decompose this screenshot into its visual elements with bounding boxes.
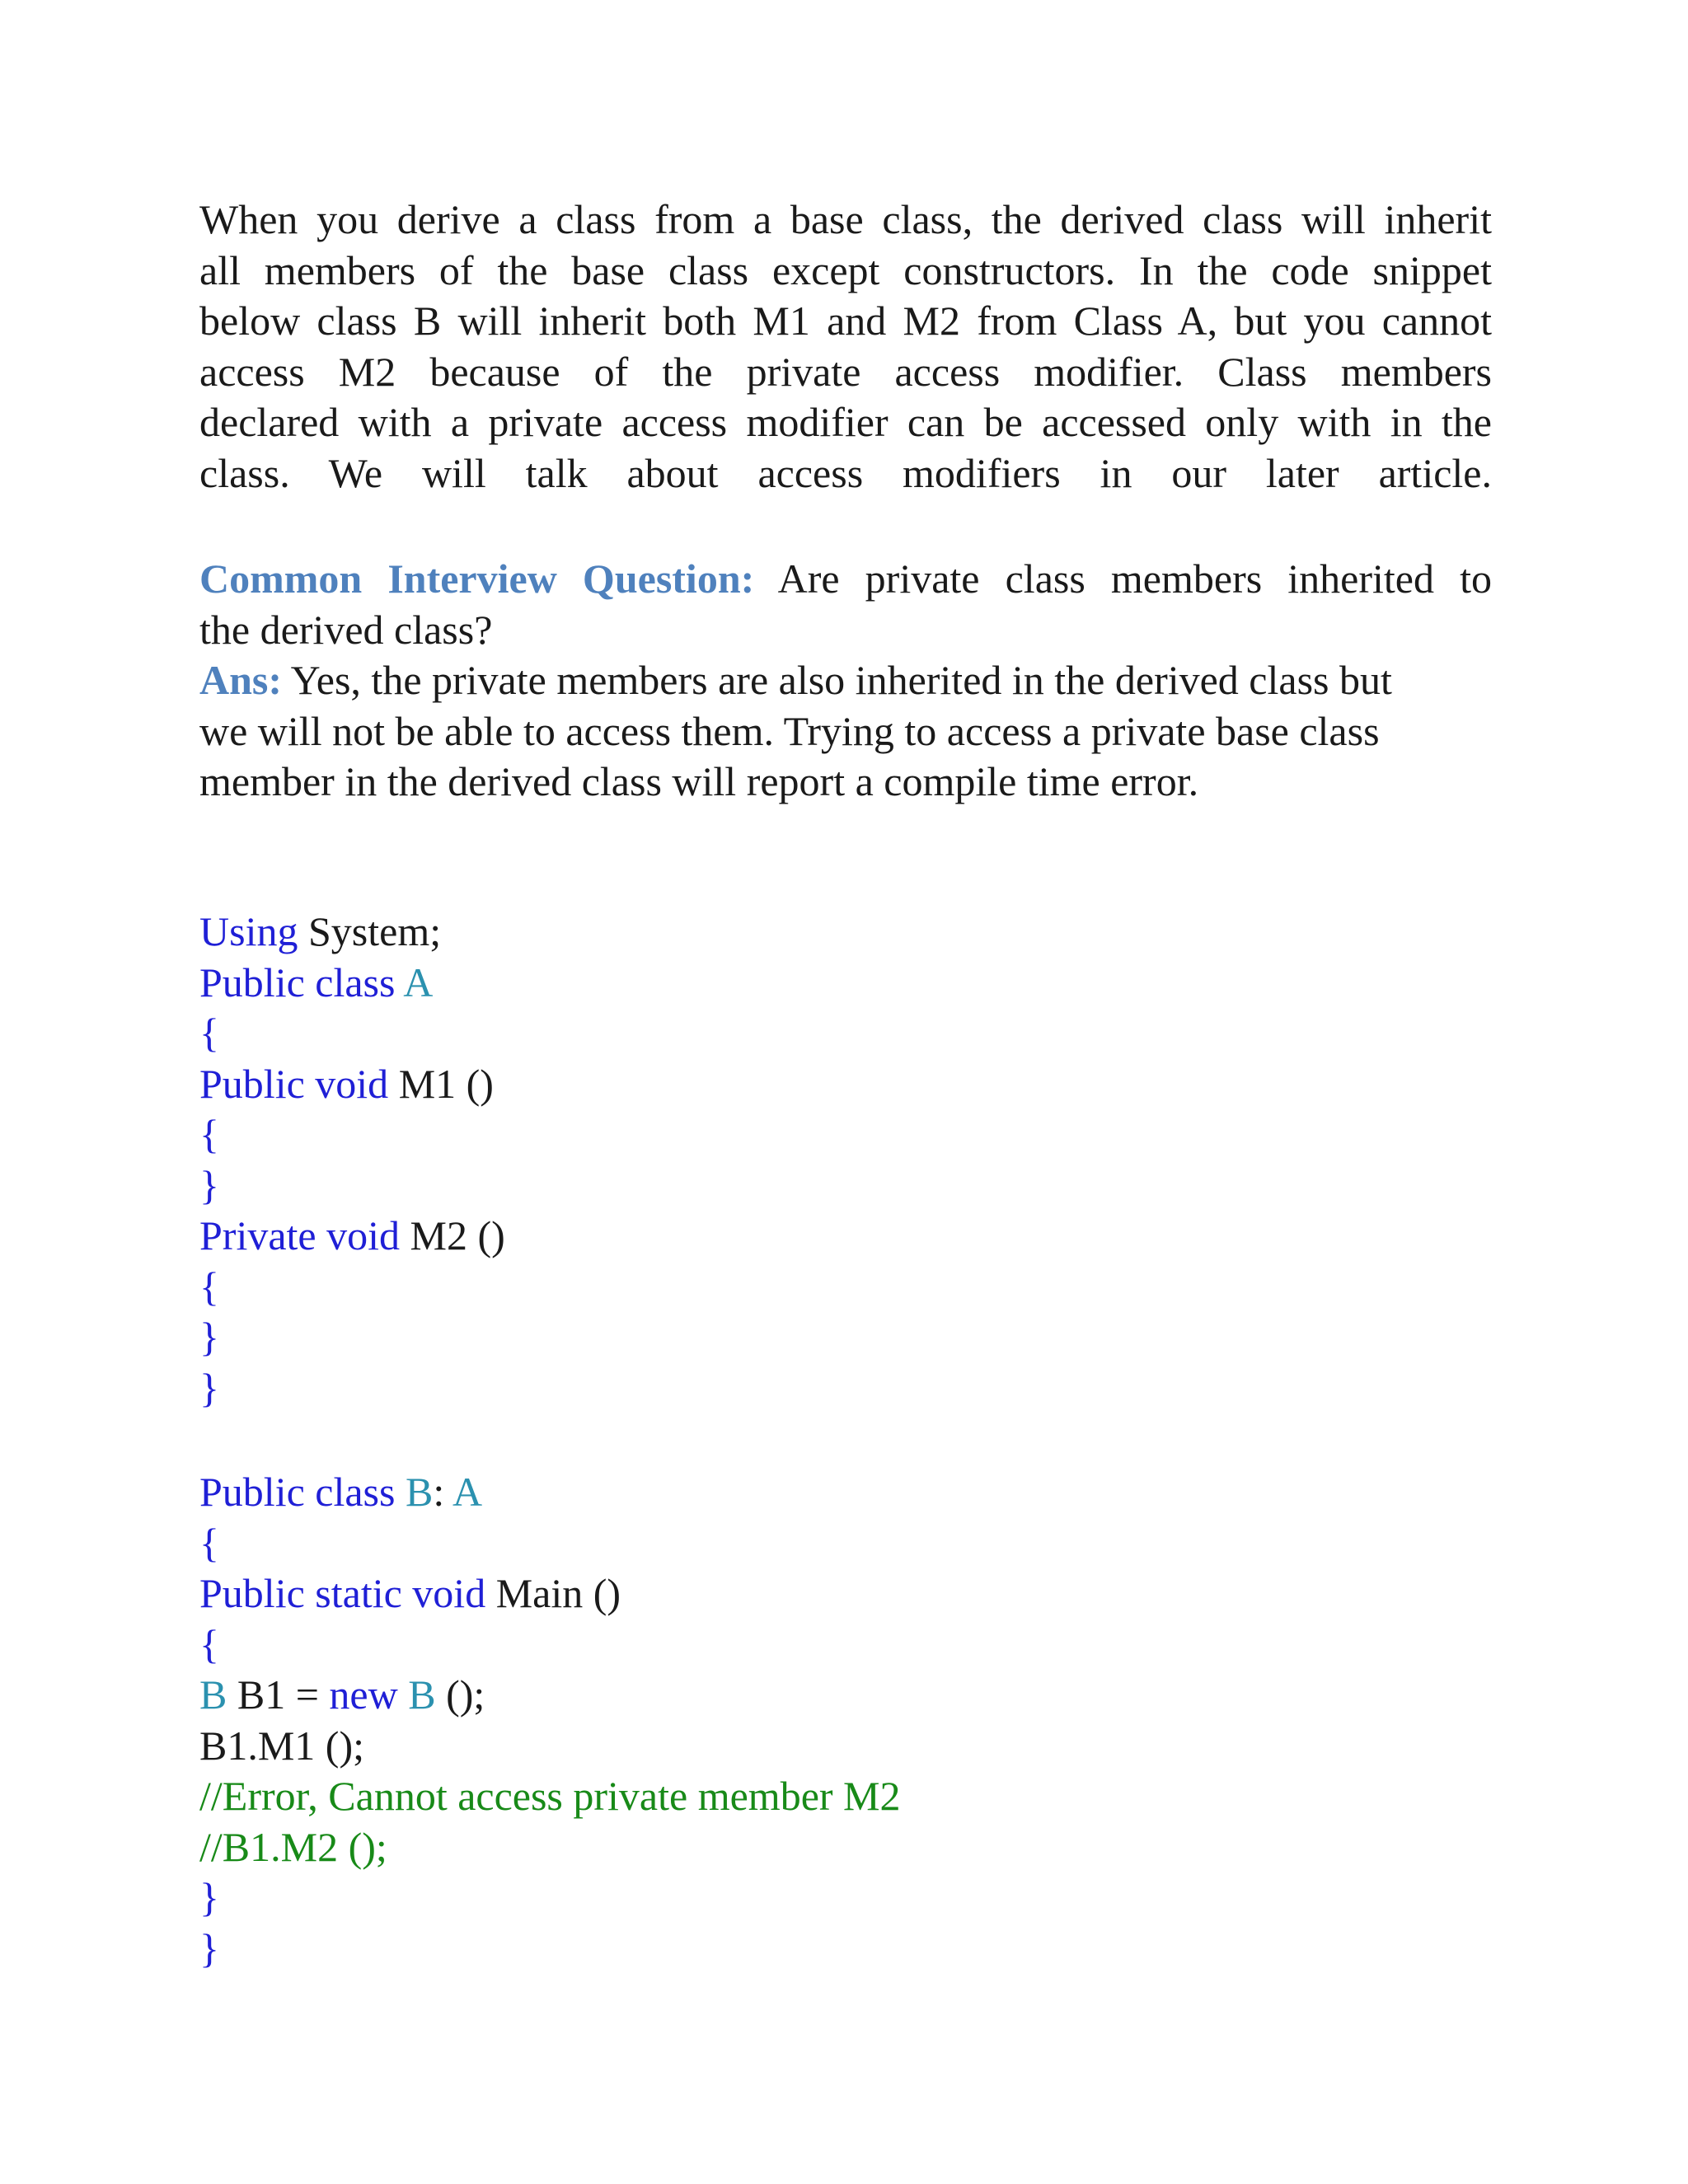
code-type-name: A <box>395 958 434 1005</box>
question-line-1 <box>199 554 1492 605</box>
code-brace: { <box>199 1111 219 1157</box>
answer-label: Ans: <box>199 657 283 703</box>
code-line <box>199 1670 901 1721</box>
intro-line: access M2 because of the private access modifier. Class members <box>199 348 1492 395</box>
intro-line: below class B will inherit both M1 and M2 from Class A, but you cannot <box>199 298 1492 344</box>
code-brace: { <box>199 1620 219 1667</box>
answer-text: Yes, the private members are also inherited in the derived class but <box>282 657 1392 703</box>
code-block-class-b <box>199 1467 901 1974</box>
code-brace: } <box>199 1314 219 1360</box>
code-keyword: Public class <box>199 1469 396 1515</box>
code-brace: { <box>199 1263 219 1310</box>
intro-line: When you derive a class from a base class, the derived class will inherit <box>199 196 1492 242</box>
code-brace: } <box>199 1364 219 1411</box>
interview-question <box>199 554 1492 655</box>
code-line: B1.M1 (); <box>199 1722 364 1769</box>
question-line-2: the derived class? <box>199 606 493 653</box>
intro-line: class. We will talk about access modifiers in our later article. <box>199 449 1492 496</box>
answer-line-3: member in the derived class will report a compile time error. <box>199 758 1199 804</box>
answer <box>199 655 1492 808</box>
code-brace: { <box>199 1519 219 1566</box>
code-comment: //Error, Cannot access private member M2 <box>199 1773 901 1819</box>
code-brace: } <box>199 1924 219 1971</box>
question-label: Common Interview Question: <box>199 555 755 602</box>
code-text: M1 () <box>388 1060 494 1107</box>
code-line <box>199 907 505 958</box>
intro-line: declared with a private access modifier can be accessed only with in the <box>199 399 1492 445</box>
code-text: B1 = <box>227 1671 330 1718</box>
code-keyword: Public class <box>199 958 396 1005</box>
answer-line-2: we will not be able to access them. Trying to access a private base class <box>199 707 1380 754</box>
code-type-name: B <box>397 1671 436 1718</box>
code-text: (); <box>435 1671 485 1718</box>
code-block-class-a <box>199 907 505 1413</box>
code-line <box>199 958 505 1009</box>
code-text: System; <box>298 908 442 954</box>
code-brace: { <box>199 1010 219 1056</box>
intro-line: all members of the base class except constructors. In the code snippet <box>199 246 1492 293</box>
code-keyword: Public void <box>199 1060 389 1107</box>
code-keyword: new <box>329 1671 398 1718</box>
code-keyword: Using <box>199 908 298 954</box>
code-text: : <box>433 1469 445 1515</box>
code-type-name: B <box>199 1671 227 1718</box>
question-text: Are private class members inherited to <box>754 555 1492 602</box>
code-line <box>199 1467 901 1518</box>
answer-line-1 <box>199 655 1492 706</box>
code-comment: //B1.M2 (); <box>199 1823 387 1870</box>
code-keyword: Public static void <box>199 1570 486 1616</box>
code-type-name: B <box>395 1469 434 1515</box>
code-text: M2 () <box>400 1212 505 1258</box>
code-brace: } <box>199 1161 219 1208</box>
code-brace: } <box>199 1874 219 1920</box>
code-line <box>199 1059 505 1110</box>
code-type-name: A <box>444 1469 483 1515</box>
code-line <box>199 1211 505 1262</box>
code-keyword: Private void <box>199 1212 401 1258</box>
code-text: Main () <box>485 1570 621 1616</box>
code-line <box>199 1568 901 1619</box>
intro-paragraph <box>199 194 1492 499</box>
